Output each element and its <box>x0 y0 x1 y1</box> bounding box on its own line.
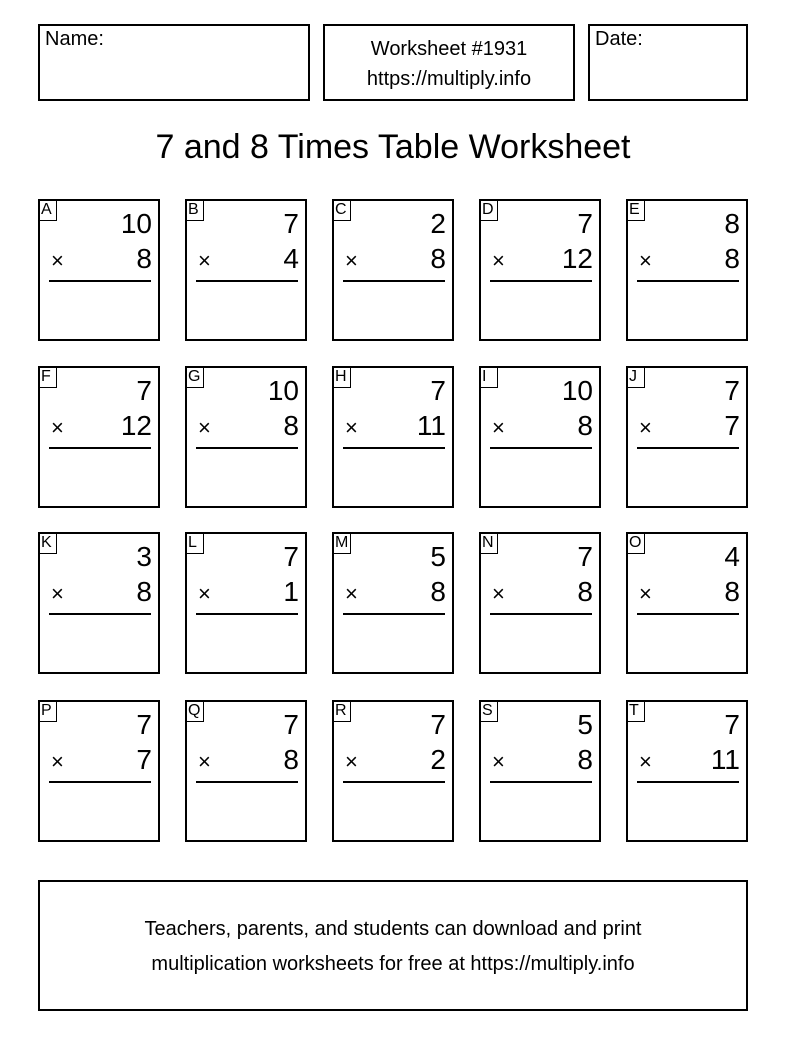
multiplier: 8 <box>136 243 152 274</box>
problem-card[interactable] <box>479 366 601 508</box>
problem-letter: M <box>332 532 351 554</box>
multiplicand: 7 <box>283 709 299 740</box>
answer-line <box>490 280 592 282</box>
worksheet-url[interactable]: https://multiply.info <box>366 68 532 90</box>
footer-line-2: multiplication worksheets for free at https://multiply.info <box>151 953 635 975</box>
answer-line <box>49 280 151 282</box>
problem-card[interactable] <box>479 199 601 341</box>
problem-letter: E <box>626 199 645 221</box>
problem-letter: B <box>185 199 204 221</box>
multiply-sign: × <box>198 415 211 440</box>
multiplier: 11 <box>416 410 446 441</box>
footer-note <box>38 880 748 1011</box>
problem-card[interactable] <box>479 532 601 674</box>
multiply-sign: × <box>345 749 358 774</box>
multiplicand: 3 <box>136 541 152 572</box>
multiplier: 8 <box>430 243 446 274</box>
problem-letter: D <box>479 199 498 221</box>
problem-letter: R <box>332 700 351 722</box>
multiply-sign: × <box>345 581 358 606</box>
multiply-sign: × <box>492 749 505 774</box>
multiplicand: 7 <box>577 541 593 572</box>
multiplier: 8 <box>283 410 299 441</box>
problem-card[interactable] <box>185 366 307 508</box>
multiplicand: 10 <box>561 375 593 406</box>
multiplicand: 5 <box>577 709 593 740</box>
multiply-sign: × <box>639 581 652 606</box>
problem-letter: Q <box>185 700 204 722</box>
multiply-sign: × <box>51 248 64 273</box>
problem-letter: S <box>479 700 498 722</box>
multiply-sign: × <box>198 248 211 273</box>
answer-line <box>343 280 445 282</box>
multiplicand: 7 <box>136 375 152 406</box>
problem-letter: O <box>626 532 645 554</box>
answer-line <box>49 613 151 615</box>
problem-letter: J <box>626 366 645 388</box>
multiply-sign: × <box>492 581 505 606</box>
problem-letter: I <box>479 366 498 388</box>
name-field[interactable] <box>38 24 310 101</box>
multiply-sign: × <box>492 248 505 273</box>
multiplier: 7 <box>724 410 740 441</box>
multiplier: 8 <box>577 576 593 607</box>
problem-card[interactable] <box>185 700 307 842</box>
multiplier: 12 <box>561 243 593 274</box>
answer-line <box>490 781 592 783</box>
multiply-sign: × <box>345 415 358 440</box>
multiplicand: 7 <box>724 709 740 740</box>
problem-card[interactable] <box>626 366 748 508</box>
multiplicand: 8 <box>724 208 740 239</box>
problem-letter: N <box>479 532 498 554</box>
multiplier: 12 <box>120 410 152 441</box>
multiplicand: 7 <box>724 375 740 406</box>
answer-line <box>637 781 739 783</box>
answer-line <box>343 613 445 615</box>
answer-line <box>196 280 298 282</box>
worksheet-info <box>323 24 575 101</box>
multiply-sign: × <box>345 248 358 273</box>
worksheet-number: Worksheet #1931 <box>370 38 528 60</box>
problem-card[interactable] <box>479 700 601 842</box>
answer-line <box>196 613 298 615</box>
multiply-sign: × <box>198 581 211 606</box>
page-title: 7 and 8 Times Table Worksheet <box>155 128 631 166</box>
problem-letter: P <box>38 700 57 722</box>
multiply-sign: × <box>51 415 64 440</box>
multiplier: 8 <box>283 744 299 775</box>
multiplier: 4 <box>283 243 299 274</box>
multiply-sign: × <box>51 749 64 774</box>
multiplicand: 7 <box>577 208 593 239</box>
problem-card[interactable] <box>626 532 748 674</box>
problem-card[interactable] <box>185 199 307 341</box>
problem-letter: L <box>185 532 204 554</box>
problem-card[interactable] <box>38 700 160 842</box>
multiplier: 8 <box>724 576 740 607</box>
multiplier: 8 <box>430 576 446 607</box>
multiplicand: 5 <box>430 541 446 572</box>
problem-letter: K <box>38 532 57 554</box>
multiplier: 11 <box>710 744 740 775</box>
answer-line <box>637 280 739 282</box>
problem-letter: H <box>332 366 351 388</box>
problem-card[interactable] <box>185 532 307 674</box>
answer-line <box>49 781 151 783</box>
multiplier: 8 <box>577 744 593 775</box>
date-field[interactable] <box>588 24 748 101</box>
problem-card[interactable] <box>332 199 454 341</box>
answer-line <box>343 447 445 449</box>
multiplicand: 7 <box>283 541 299 572</box>
multiplier: 2 <box>430 744 446 775</box>
answer-line <box>637 447 739 449</box>
answer-line <box>49 447 151 449</box>
multiplicand: 10 <box>267 375 299 406</box>
answer-line <box>637 613 739 615</box>
multiplicand: 2 <box>430 208 446 239</box>
problem-card[interactable] <box>626 199 748 341</box>
multiply-sign: × <box>198 749 211 774</box>
multiplicand: 10 <box>120 208 152 239</box>
problem-card[interactable] <box>332 700 454 842</box>
answer-line <box>490 447 592 449</box>
date-label: Date: <box>595 28 643 50</box>
answer-line <box>343 781 445 783</box>
problem-letter: G <box>185 366 204 388</box>
problem-letter: C <box>332 199 351 221</box>
problem-letter: F <box>38 366 57 388</box>
multiply-sign: × <box>639 749 652 774</box>
answer-line <box>196 447 298 449</box>
multiplier: 7 <box>136 744 152 775</box>
answer-line <box>196 781 298 783</box>
footer-line-1: Teachers, parents, and students can download and print <box>144 918 642 940</box>
problem-card[interactable] <box>38 532 160 674</box>
multiplicand: 4 <box>724 541 740 572</box>
answer-line <box>490 613 592 615</box>
problem-card[interactable] <box>332 532 454 674</box>
problem-letter: A <box>38 199 57 221</box>
multiplier: 8 <box>577 410 593 441</box>
multiply-sign: × <box>639 248 652 273</box>
name-label: Name: <box>45 28 104 50</box>
multiply-sign: × <box>492 415 505 440</box>
problem-card[interactable] <box>38 366 160 508</box>
multiply-sign: × <box>51 581 64 606</box>
multiplicand: 7 <box>283 208 299 239</box>
multiplicand: 7 <box>136 709 152 740</box>
problem-card[interactable] <box>332 366 454 508</box>
problem-letter: T <box>626 700 645 722</box>
multiply-sign: × <box>639 415 652 440</box>
multiplier: 1 <box>283 576 299 607</box>
problem-card[interactable] <box>626 700 748 842</box>
multiplicand: 7 <box>430 709 446 740</box>
multiplier: 8 <box>724 243 740 274</box>
multiplicand: 7 <box>430 375 446 406</box>
multiplier: 8 <box>136 576 152 607</box>
problem-card[interactable] <box>38 199 160 341</box>
